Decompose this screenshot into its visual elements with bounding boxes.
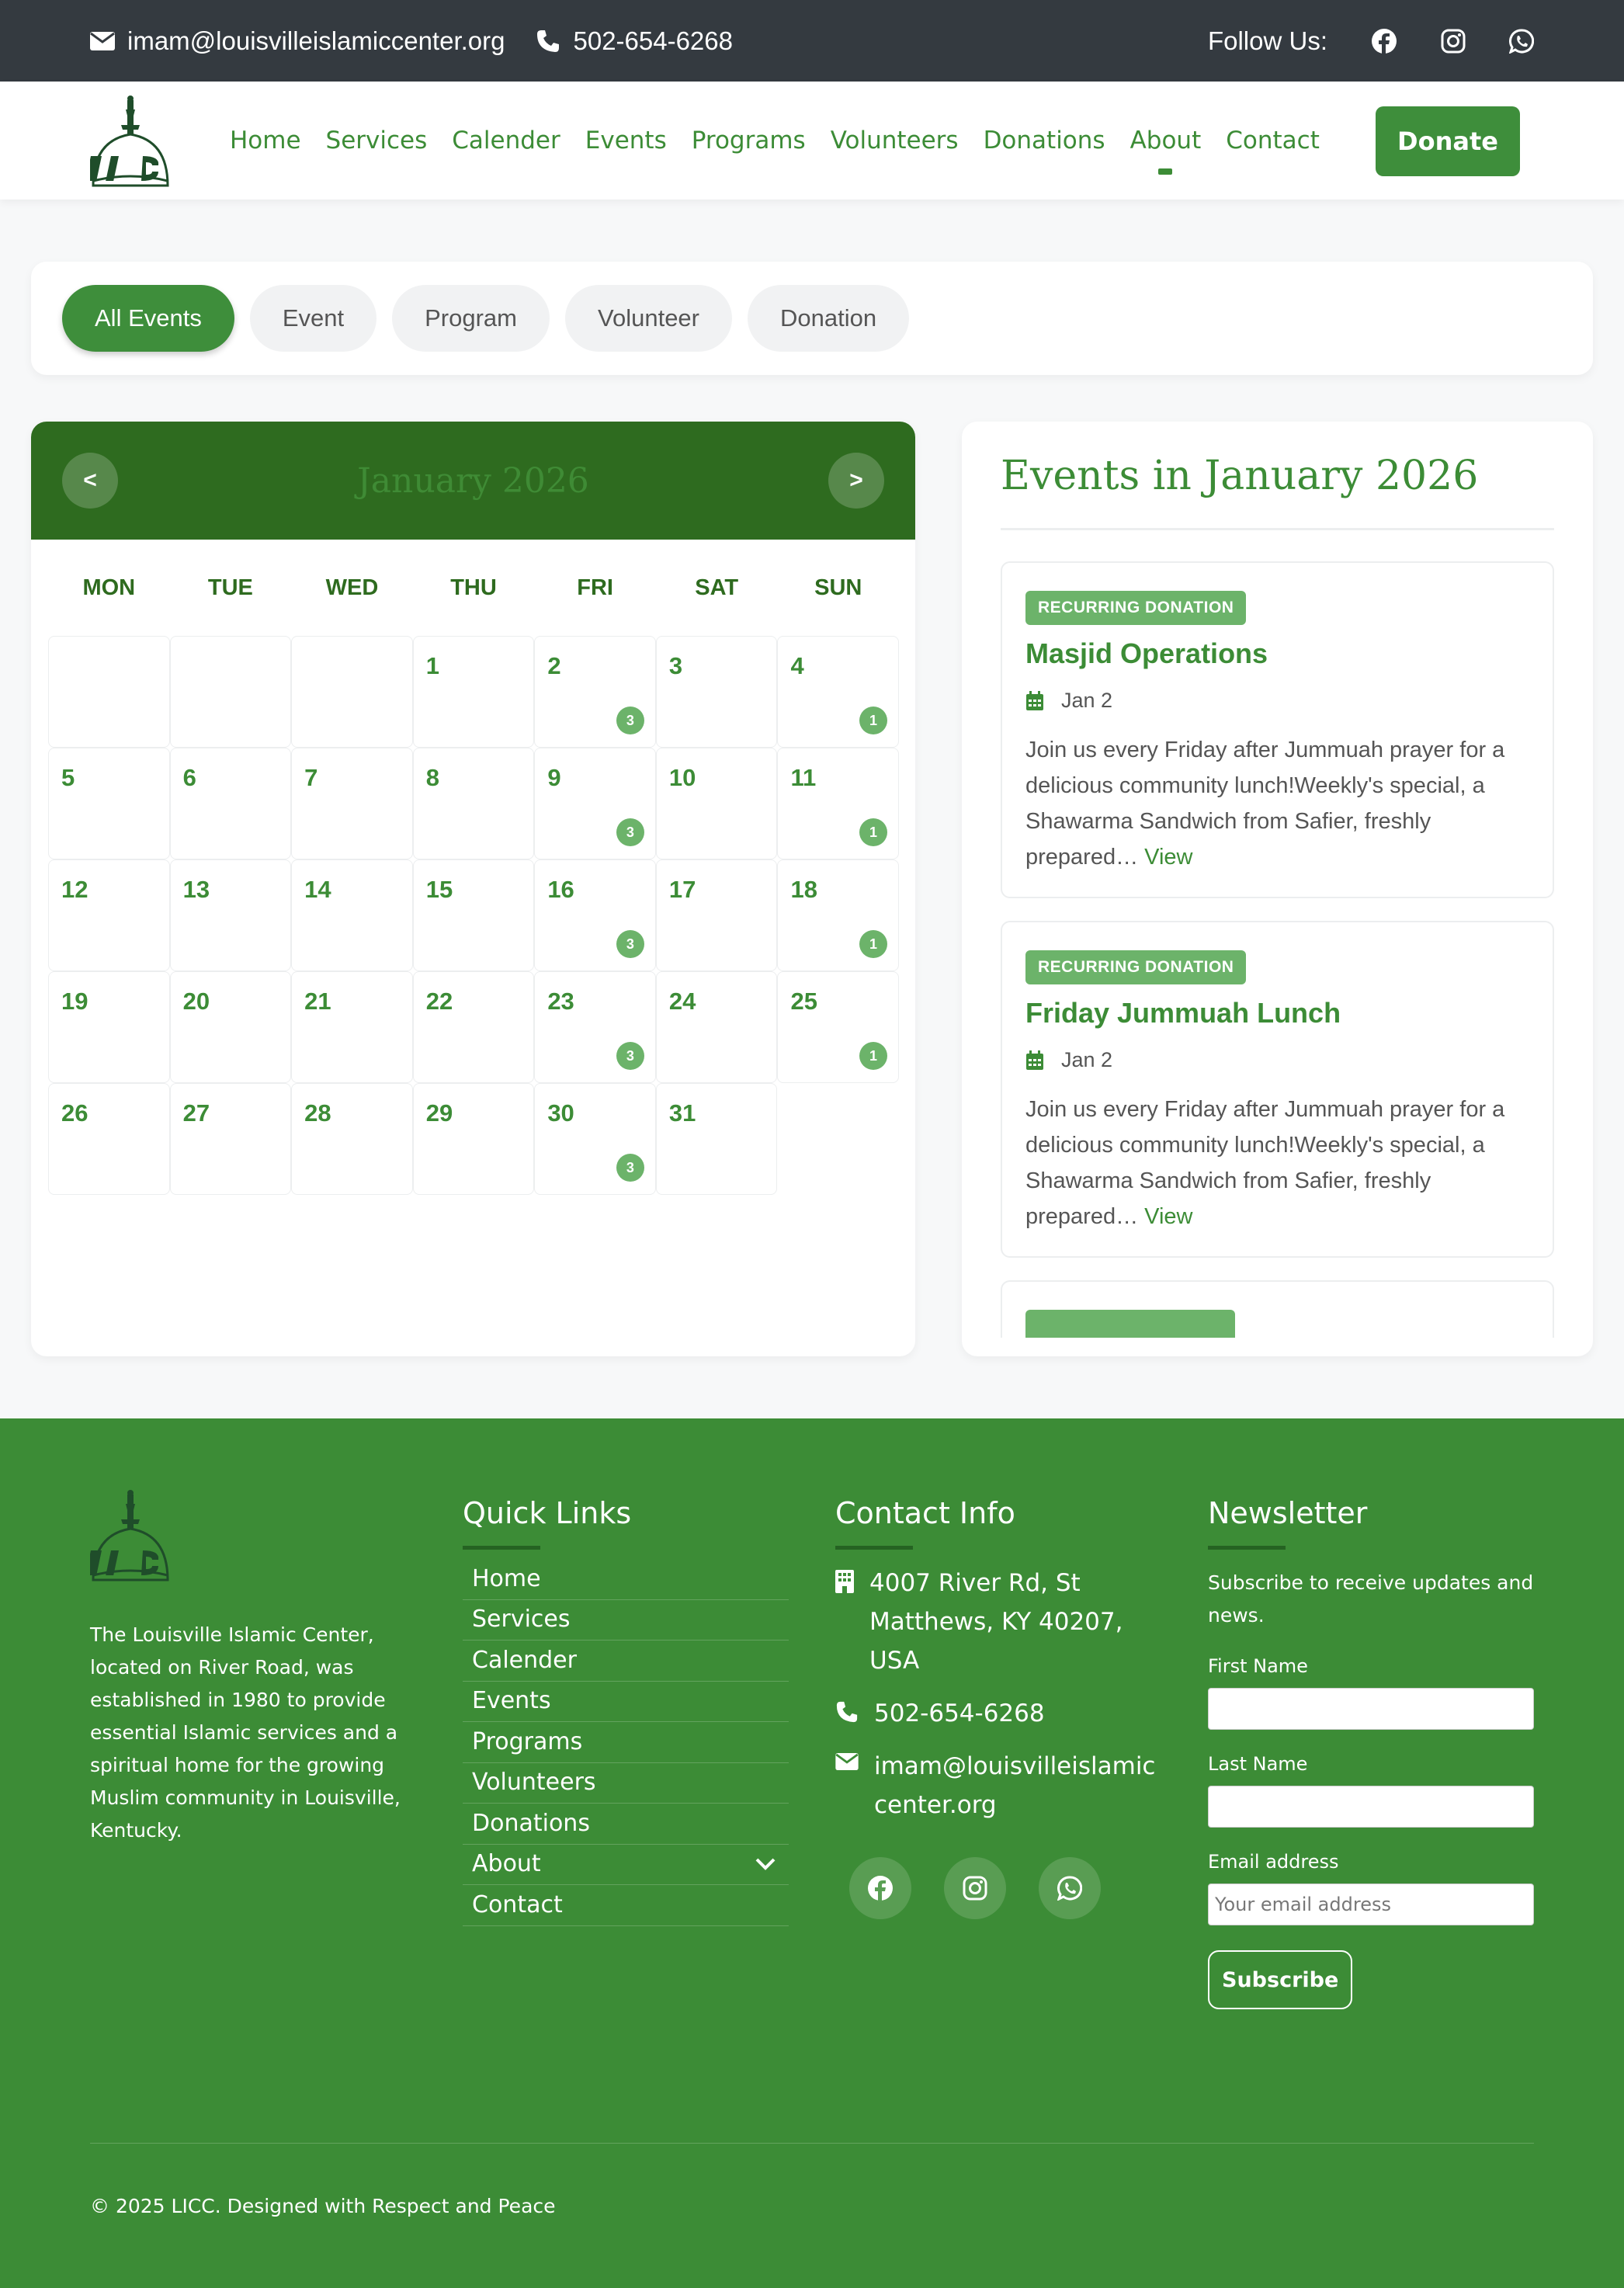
calendar-day-cell[interactable] bbox=[291, 859, 413, 971]
calendar-icon bbox=[1025, 1050, 1044, 1071]
calendar-day-number: 29 bbox=[425, 1099, 453, 1127]
calendar-day-cell[interactable] bbox=[534, 971, 656, 1083]
event-count-badge: 1 bbox=[859, 707, 887, 734]
calendar-day-number: 27 bbox=[182, 1099, 210, 1127]
first-name-label: First Name bbox=[1208, 1655, 1308, 1677]
newsletter-heading: Newsletter bbox=[1208, 1496, 1368, 1530]
calendar-day-number: 2 bbox=[547, 652, 561, 679]
calendar-day-number: 26 bbox=[61, 1099, 88, 1127]
footer-about-column bbox=[90, 1488, 432, 1842]
filter-volunteer[interactable]: Volunteer bbox=[565, 285, 732, 352]
calendar-empty-cell bbox=[777, 1083, 899, 1195]
main-nav bbox=[230, 127, 1345, 155]
calendar-day-number: 21 bbox=[304, 988, 331, 1015]
footer-address bbox=[835, 1564, 1177, 1680]
view-link[interactable]: View bbox=[1144, 845, 1193, 870]
footer-email-text[interactable]: imam@louisvilleislamiccenter.org bbox=[874, 1752, 1156, 1819]
prev-month-button[interactable]: < bbox=[62, 453, 118, 509]
filter-all-events[interactable]: All Events bbox=[62, 285, 234, 352]
events-list[interactable] bbox=[1001, 561, 1554, 1338]
nav-events[interactable]: Events bbox=[585, 127, 667, 155]
calendar-day-number: 5 bbox=[61, 764, 75, 791]
facebook-icon[interactable] bbox=[849, 1857, 911, 1919]
calendar-day-number: 24 bbox=[668, 988, 696, 1015]
top-bar bbox=[0, 0, 1624, 82]
calendar-day-number: 23 bbox=[547, 988, 574, 1015]
event-count-badge: 1 bbox=[859, 930, 887, 958]
event-description-text: Join us every Friday after Jummuah prayer for a delicious community lunch!Weekly's special, a Shawarma Sandwich from Safier, freshly prepared… bbox=[1025, 738, 1505, 870]
event-description bbox=[1025, 732, 1522, 875]
calendar-day-number: 4 bbox=[790, 652, 804, 679]
calendar-day-cell[interactable] bbox=[170, 1083, 292, 1195]
footer-contact-info bbox=[835, 1488, 1177, 1919]
newsletter-description: Subscribe to receive updates and news. bbox=[1208, 1571, 1534, 1627]
topbar-phone[interactable] bbox=[536, 26, 733, 56]
quick-links-heading: Quick Links bbox=[463, 1496, 632, 1530]
nav-home[interactable]: Home bbox=[230, 127, 301, 155]
footer-address-text: 4007 River Rd, St Matthews, KY 40207, USA bbox=[869, 1569, 1123, 1675]
calendar-day-cell[interactable] bbox=[48, 859, 170, 971]
nav-contact[interactable]: Contact bbox=[1226, 127, 1320, 155]
calendar-day-cell[interactable] bbox=[534, 748, 656, 859]
footer-social-links bbox=[849, 1857, 1177, 1919]
event-description-text: Join us every Friday after Jummuah prayer for a delicious community lunch!Weekly's special, a Shawarma Sandwich from Safier, freshly prepared… bbox=[1025, 1097, 1505, 1229]
footer-link-label[interactable]: Calender bbox=[472, 1646, 577, 1674]
nav-volunteers[interactable]: Volunteers bbox=[830, 127, 959, 155]
weekday-label: SAT bbox=[695, 575, 739, 600]
footer-link-contact[interactable] bbox=[463, 1885, 789, 1926]
calendar-day-cell[interactable] bbox=[170, 971, 292, 1083]
footer-link-events[interactable] bbox=[463, 1682, 789, 1723]
calendar-day-cell[interactable] bbox=[413, 859, 535, 971]
first-name-field[interactable] bbox=[1208, 1688, 1534, 1730]
calendar-day-number: 7 bbox=[304, 764, 318, 791]
main-header bbox=[0, 82, 1624, 200]
calendar-week-row bbox=[48, 636, 899, 748]
footer-link-about[interactable] bbox=[463, 1845, 789, 1886]
footer-link-label[interactable]: Contact bbox=[472, 1890, 563, 1918]
filter-program[interactable]: Program bbox=[392, 285, 550, 352]
weekday-label: FRI bbox=[577, 575, 613, 600]
instagram-icon[interactable] bbox=[944, 1857, 1006, 1919]
calendar-grid bbox=[48, 540, 899, 1195]
quick-links-list bbox=[463, 1559, 789, 1926]
calendar bbox=[31, 422, 915, 1356]
calendar-day-cell[interactable] bbox=[534, 1083, 656, 1195]
calendar-day-cell[interactable] bbox=[170, 748, 292, 859]
calendar-day-number: 12 bbox=[61, 876, 88, 903]
site-footer bbox=[0, 1418, 1624, 2288]
event-date bbox=[1025, 1048, 1112, 1072]
nav-programs[interactable]: Programs bbox=[691, 127, 806, 155]
weekday-label: THU bbox=[450, 575, 497, 600]
instagram-icon[interactable] bbox=[1441, 29, 1466, 54]
event-count-badge: 3 bbox=[616, 818, 644, 846]
calendar-week-row bbox=[48, 1083, 899, 1195]
calendar-day-number: 13 bbox=[182, 876, 210, 903]
event-type-badge: RECURRING DONATION bbox=[1025, 950, 1246, 984]
calendar-day-cell[interactable] bbox=[170, 859, 292, 971]
subscribe-button[interactable]: Subscribe bbox=[1208, 1950, 1352, 2009]
event-title[interactable]: Masjid Operations bbox=[1025, 637, 1268, 669]
weekday-label: SUN bbox=[814, 575, 862, 600]
footer-link-label[interactable]: Volunteers bbox=[472, 1769, 596, 1797]
filter-donation[interactable]: Donation bbox=[748, 285, 909, 352]
event-count-badge: 3 bbox=[616, 1154, 644, 1182]
last-name-label: Last Name bbox=[1208, 1753, 1308, 1775]
events-panel bbox=[962, 422, 1593, 1356]
email-label: Email address bbox=[1208, 1851, 1339, 1873]
footer-link-volunteers[interactable] bbox=[463, 1763, 789, 1804]
footer-link-label[interactable]: About bbox=[472, 1850, 541, 1878]
donate-button[interactable]: Donate bbox=[1376, 106, 1520, 176]
calendar-day-number: 30 bbox=[547, 1099, 574, 1127]
weekday-label: WED bbox=[325, 575, 379, 600]
envelope-icon bbox=[835, 1753, 859, 1770]
calendar-day-cell[interactable] bbox=[777, 748, 899, 859]
events-panel-title: Events in January 2026 bbox=[1001, 453, 1479, 499]
calendar-day-cell[interactable] bbox=[534, 636, 656, 748]
event-description bbox=[1025, 1092, 1522, 1234]
phone-icon bbox=[536, 29, 560, 54]
calendar-empty-cell bbox=[170, 636, 292, 748]
event-count-badge: 1 bbox=[859, 1042, 887, 1070]
envelope-icon bbox=[90, 32, 115, 50]
topbar-email[interactable] bbox=[90, 26, 505, 56]
footer-link-calender[interactable] bbox=[463, 1640, 789, 1682]
calendar-day-number: 18 bbox=[790, 876, 817, 903]
event-type-badge: RECURRING DONATION bbox=[1025, 591, 1246, 625]
follow-label: Follow Us: bbox=[1207, 26, 1327, 55]
calendar-day-number: 14 bbox=[304, 876, 331, 903]
event-card[interactable] bbox=[1001, 561, 1554, 898]
footer-link-services[interactable] bbox=[463, 1600, 789, 1641]
event-filter-bar bbox=[31, 262, 1593, 375]
event-card[interactable] bbox=[1001, 921, 1554, 1258]
calendar-day-cell[interactable] bbox=[777, 636, 899, 748]
calendar-empty-cell bbox=[291, 636, 413, 748]
footer-quick-links bbox=[463, 1488, 789, 1926]
phone-icon bbox=[835, 1700, 859, 1724]
event-count-badge: 1 bbox=[859, 818, 887, 846]
weekday-header bbox=[48, 540, 899, 636]
calendar-week-row bbox=[48, 859, 899, 971]
nav-donations[interactable]: Donations bbox=[983, 127, 1105, 155]
licc-logo[interactable] bbox=[90, 1488, 171, 1581]
nav-calender[interactable]: Calender bbox=[452, 127, 560, 155]
heading-underline bbox=[835, 1546, 913, 1550]
weekday-label: TUE bbox=[207, 575, 253, 600]
calendar-day-cell[interactable] bbox=[656, 1083, 778, 1195]
calendar-day-cell[interactable] bbox=[291, 748, 413, 859]
footer-link-programs[interactable] bbox=[463, 1722, 789, 1763]
calendar-empty-cell bbox=[48, 636, 170, 748]
calendar-day-cell[interactable] bbox=[656, 859, 778, 971]
nav-about[interactable]: About bbox=[1130, 127, 1202, 155]
calendar-day-number: 17 bbox=[668, 876, 696, 903]
footer-divider bbox=[90, 2143, 1534, 2144]
calendar-day-number: 3 bbox=[668, 652, 683, 679]
calendar-week-row bbox=[48, 971, 899, 1083]
nav-services[interactable]: Services bbox=[325, 127, 428, 155]
footer-link-home[interactable] bbox=[463, 1559, 789, 1600]
calendar-day-number: 28 bbox=[304, 1099, 331, 1127]
event-title[interactable]: Friday Jummuah Lunch bbox=[1025, 997, 1341, 1029]
calendar-day-cell[interactable] bbox=[534, 859, 656, 971]
event-card[interactable] bbox=[1001, 1280, 1554, 1338]
licc-logo[interactable] bbox=[90, 94, 171, 187]
whatsapp-icon[interactable] bbox=[1039, 1857, 1101, 1919]
facebook-icon[interactable] bbox=[1371, 28, 1397, 54]
event-count-badge: 3 bbox=[616, 707, 644, 734]
filter-event[interactable]: Event bbox=[250, 285, 377, 352]
heading-underline bbox=[463, 1546, 540, 1550]
footer-link-label[interactable]: Programs bbox=[472, 1727, 583, 1755]
calendar-day-cell[interactable] bbox=[413, 1083, 535, 1195]
calendar-day-number: 16 bbox=[547, 876, 574, 903]
event-type-badge bbox=[1025, 1310, 1235, 1338]
calendar-day-number: 6 bbox=[182, 764, 196, 791]
calendar-icon bbox=[1025, 691, 1044, 711]
calendar-day-cell[interactable] bbox=[291, 971, 413, 1083]
calendar-day-cell[interactable] bbox=[413, 748, 535, 859]
calendar-header bbox=[31, 422, 915, 540]
building-icon bbox=[835, 1570, 854, 1593]
calendar-day-cell[interactable] bbox=[48, 1083, 170, 1195]
calendar-day-cell[interactable] bbox=[413, 971, 535, 1083]
calendar-day-cell[interactable] bbox=[413, 636, 535, 748]
calendar-day-cell[interactable] bbox=[48, 971, 170, 1083]
whatsapp-icon[interactable] bbox=[1509, 29, 1534, 54]
event-date-text: Jan 2 bbox=[1061, 689, 1113, 712]
calendar-day-number: 9 bbox=[547, 764, 561, 791]
footer-about-text: The Louisville Islamic Center, located on River Road, was established in 1980 to provide essential Islamic services and a spiritual home for the growing Muslim community in Louisville, Kentucky. bbox=[90, 1623, 401, 1842]
footer-phone[interactable] bbox=[835, 1694, 1177, 1733]
follow-us bbox=[1208, 26, 1534, 56]
calendar-week-row bbox=[48, 748, 899, 859]
last-name-field[interactable] bbox=[1208, 1786, 1534, 1828]
divider bbox=[1001, 528, 1554, 530]
calendar-day-cell[interactable] bbox=[656, 748, 778, 859]
calendar-day-cell[interactable] bbox=[48, 748, 170, 859]
footer-link-label[interactable]: Donations bbox=[472, 1809, 590, 1837]
heading-underline bbox=[1208, 1546, 1286, 1550]
calendar-day-number: 31 bbox=[668, 1099, 696, 1127]
calendar-day-cell[interactable] bbox=[291, 1083, 413, 1195]
contact-info-heading: Contact Info bbox=[835, 1496, 1015, 1530]
calendar-day-number: 19 bbox=[61, 988, 88, 1015]
calendar-day-cell[interactable] bbox=[777, 971, 899, 1083]
calendar-day-number: 15 bbox=[425, 876, 453, 903]
calendar-day-cell[interactable] bbox=[656, 636, 778, 748]
calendar-day-number: 10 bbox=[668, 764, 696, 791]
footer-link-label[interactable]: Events bbox=[472, 1687, 551, 1715]
event-date bbox=[1025, 689, 1112, 713]
calendar-day-number: 20 bbox=[182, 988, 210, 1015]
calendar-month-title: January 2026 bbox=[357, 460, 589, 501]
view-link[interactable]: View bbox=[1144, 1204, 1193, 1229]
footer-link-label[interactable]: Services bbox=[472, 1606, 571, 1634]
event-count-badge: 3 bbox=[616, 1042, 644, 1070]
event-count-badge: 3 bbox=[616, 930, 644, 958]
weekday-label: MON bbox=[82, 575, 136, 600]
copyright-text: © 2025 LICC. Designed with Respect and Peace bbox=[90, 2195, 556, 2217]
footer-link-label[interactable]: Home bbox=[472, 1564, 541, 1592]
event-date-text: Jan 2 bbox=[1061, 1048, 1113, 1071]
calendar-day-number: 25 bbox=[790, 988, 817, 1015]
calendar-day-number: 1 bbox=[425, 652, 439, 679]
footer-newsletter bbox=[1208, 1488, 1549, 2009]
topbar-email-text[interactable]: imam@louisvilleislamiccenter.org bbox=[127, 26, 505, 55]
calendar-day-cell[interactable] bbox=[656, 971, 778, 1083]
footer-phone-text[interactable]: 502-654-6268 bbox=[874, 1700, 1045, 1727]
calendar-day-cell[interactable] bbox=[777, 859, 899, 971]
calendar-day-number: 22 bbox=[425, 988, 453, 1015]
chevron-down-icon[interactable] bbox=[755, 1857, 776, 1871]
next-month-button[interactable]: > bbox=[828, 453, 884, 509]
email-field[interactable] bbox=[1208, 1884, 1534, 1925]
calendar-day-number: 11 bbox=[790, 764, 817, 791]
footer-email[interactable] bbox=[835, 1747, 1177, 1824]
calendar-day-number: 8 bbox=[425, 764, 439, 791]
topbar-phone-text[interactable]: 502-654-6268 bbox=[573, 26, 733, 55]
footer-link-donations[interactable] bbox=[463, 1804, 789, 1845]
